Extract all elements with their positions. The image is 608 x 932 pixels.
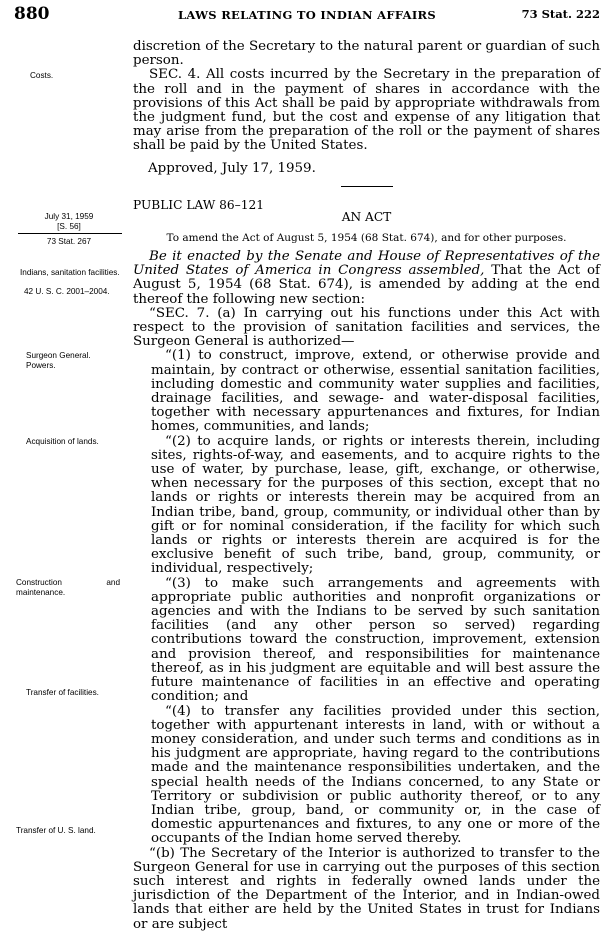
page-header [14, 4, 600, 26]
margin-note-bill: [S. 56] [57, 222, 81, 231]
clause-2: “(2) to acquire lands, or rights or interests therein, including sites, rights-of-way, and easements, and to acquire rights to the use of water, by purchase, lease, gift, exchange, or otherwise, when necessary for the purposes of this section, except that no lands or rights or interests therein may be acquired from an Indian tribe, band, group, community, or individual other than by gift or for nominal consideration, if the facility for which such lands or rights or interests therein are acquired is for the exclusive benefit of such tribe, band, group, community, or individual, respectively; [151, 433, 600, 577]
page-number: 880 [14, 4, 50, 24]
enacting-clause [133, 250, 600, 307]
act-title: AN ACT [341, 210, 392, 224]
approval-date: Approved, July 17, 1959. [148, 161, 316, 176]
margin-note-usc: 42 U. S. C. 2001–2004. [24, 287, 110, 296]
margin-note-construction: Construction and maintenance. [16, 578, 120, 597]
section-divider [341, 186, 393, 187]
running-title: LAWS RELATING TO INDIAN AFFAIRS [178, 8, 436, 22]
margin-note-date: July 31, 1959 [44, 212, 94, 221]
section-4-paragraph: SEC. 4. All costs incurred by the Secretary in the preparation of the roll and in the payment of shares in accordance with the provisions of this Act shall be paid by appropriate withdrawals from the judgment fund, but the cost and expense of any litigation that may arise from the preparation of the roll or the payment of shares shall be paid by the United States. [133, 67, 600, 154]
margin-note-stat: 73 Stat. 267 [46, 237, 92, 246]
enacting-clause-rest: That the Act of August 5, 1954 (68 Stat. 674), is amended by adding at the end thereof the following new section: [133, 263, 600, 307]
margin-note-acquisition: Acquisition of lands. [26, 437, 99, 446]
top-text [133, 40, 600, 154]
clause-4: “(4) to transfer any facilities provided under this section, together with appurtenant interests in land, with or without a money consideration, and under such terms and conditions as in his judgment are appropriate, having regard to the contributions made and the maintenance responsibilities undertaken, and the special health needs of the Indians concerned, to any State or Territory or subdivision or public authority thereof, or to any Indian tribe, group, band, or community or, in the case of domestic appurtenances and fixtures, to any one or more of the occupants of the Indian home served thereby. [151, 703, 600, 847]
margin-note-surgeon: Surgeon General. Powers. [26, 351, 91, 370]
act-body [133, 250, 600, 932]
continuation-paragraph: discretion of the Secretary to the natural parent or guardian of such person. [133, 39, 600, 69]
margin-note-costs: Costs. [30, 71, 54, 80]
clause-1: “(1) to construct, improve, extend, or otherwise provide and maintain, by contract or otherwise, essential sanitation facilities, including domestic and community water supplies and facilities, drainage facilities, and sewage- and water-disposal facilities, together with necessary appurtenances and fixtures, for Indian homes, communities, and lands; [151, 348, 600, 435]
section-7b: “(b) The Secretary of the Interior is authorized to transfer to the Surgeon General for use in carrying out the purposes of this section such interest and rights in federally owned lands under the jurisdiction of the Department of the Interior, and in Indian-owed lands that either are held by the United States in trust for Indians or are subject [133, 845, 600, 932]
clause-3: “(3) to make such arrangements and agreements with appropriate public authorities and nonprofit organizations or agencies and with the Indians to be served by such sanitation facilities (and any other person so served) regarding contributions toward the construction, improvement, extension and provision thereof, and responsibilities for maintenance thereof, as in his judgment are equitable and will best assure the future maintenance of facilities in an effective and operating condition; and [151, 575, 600, 705]
margin-note-transfer-land: Transfer of U. S. land. [16, 826, 96, 835]
margin-divider [18, 233, 122, 234]
section-7a: “SEC. 7. (a) In carrying out his functions under this Act with respect to the provision of sanitation facilities and services, the Surgeon General is authorized— [133, 305, 600, 350]
act-purpose: To amend the Act of August 5, 1954 (68 Stat. 674), and for other purposes. [166, 232, 567, 244]
margin-note-indians: Indians, sanitation facilities. [20, 268, 120, 277]
public-law-number: PUBLIC LAW 86–121 [133, 198, 264, 212]
stat-reference: 73 Stat. 222 [521, 7, 600, 21]
enacting-clause-italic: Be it enacted by the Senate and House of Representatives of the United States of America in Congress assembled, [133, 249, 600, 279]
margin-note-transfer-facilities: Transfer of facilities. [26, 688, 99, 697]
